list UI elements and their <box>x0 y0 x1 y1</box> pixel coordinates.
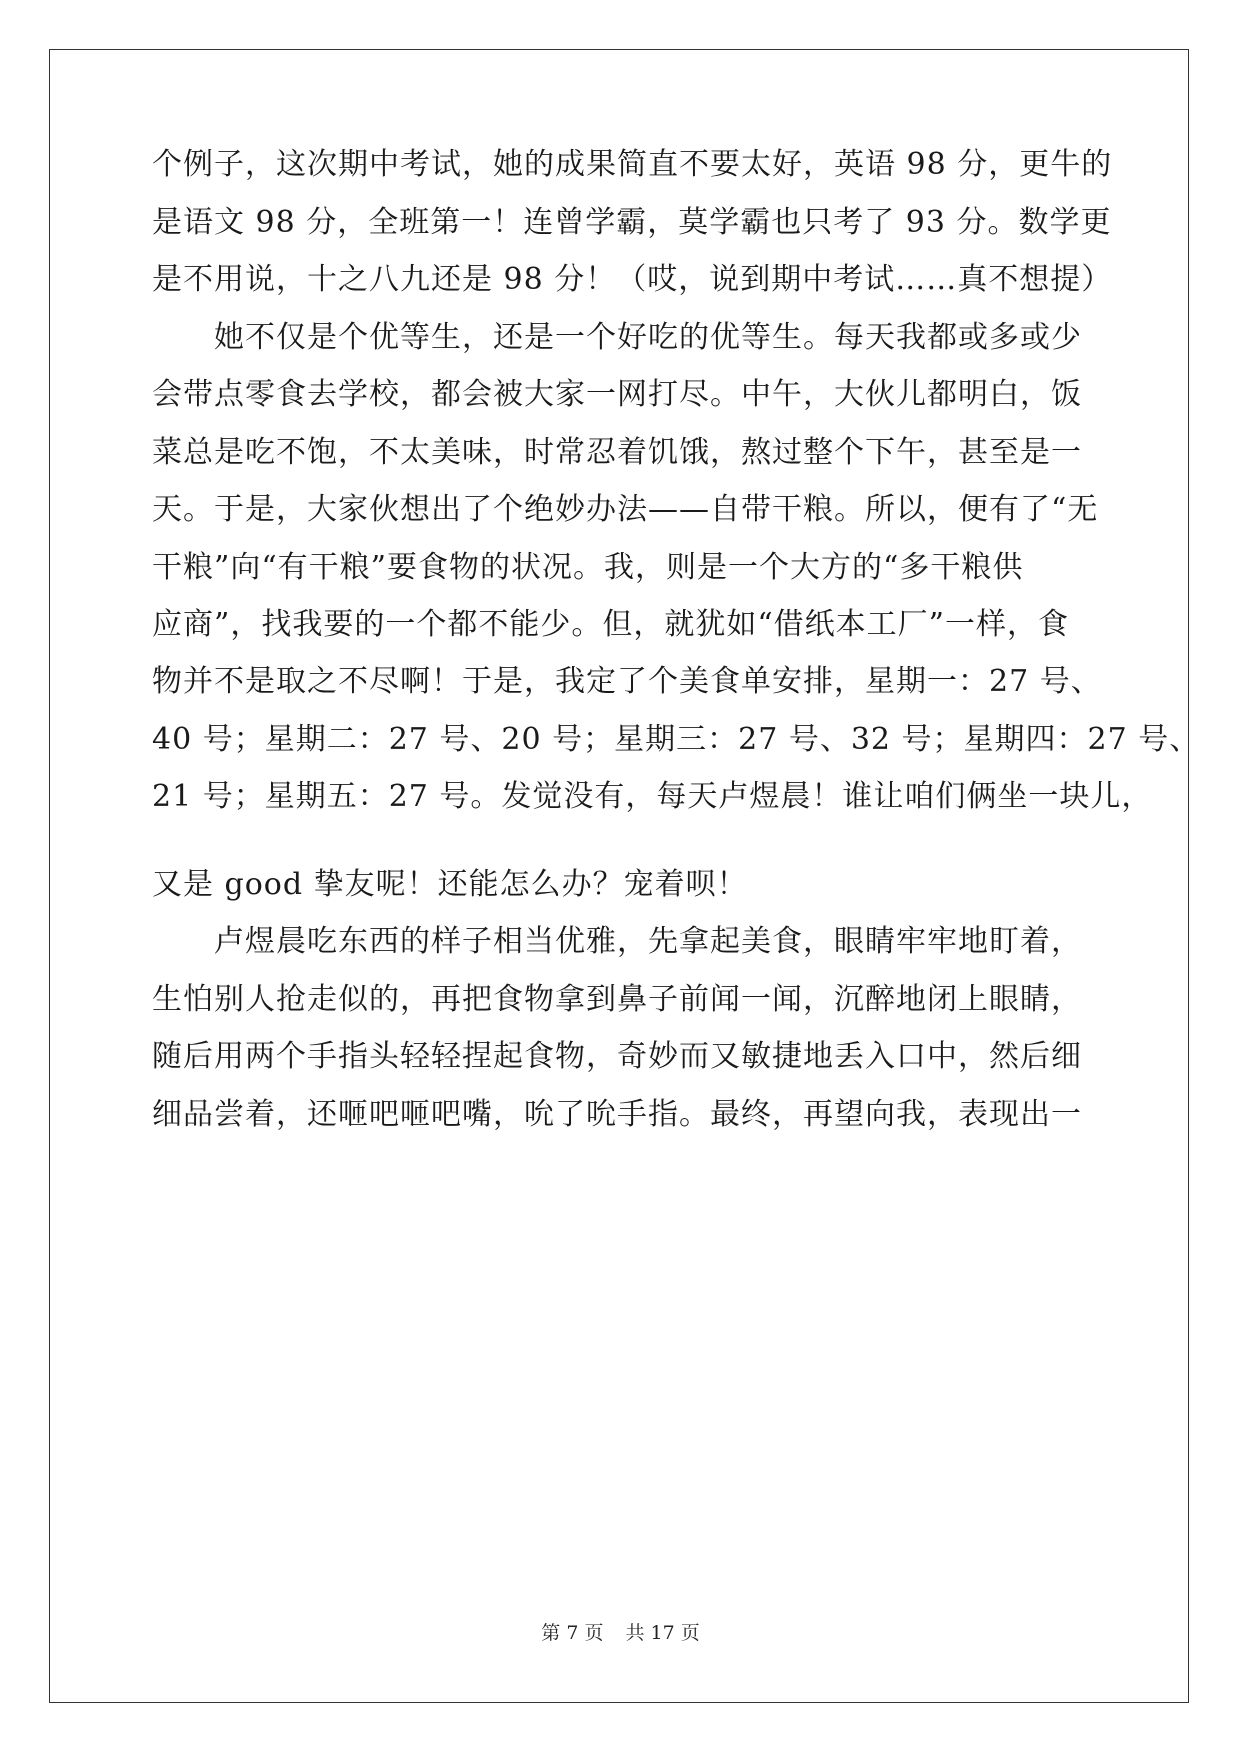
text-line: 卢煜晨吃东西的样子相当优雅，先拿起美食，眼睛牢牢地盯着， <box>152 924 1082 959</box>
paragraph-start-line: 生怕别人抢走似的，再把食物拿到鼻子前闻一闻，沉醉地闭上眼睛， <box>152 982 1082 1017</box>
text-line: 又是 good 挚友呢！还能怎么办？宠着呗！ <box>152 867 748 902</box>
text-line: 40 号；星期二：27 号、20 号；星期三：27 号、32 号；星期四：27 号、 <box>152 722 1201 757</box>
page-total: 共 17 页 <box>625 1622 700 1644</box>
text-line: 是语文 98 分，全班第一！连曾学霸，莫学霸也只考了 93 分。数学更 <box>152 205 1112 240</box>
text-line: 随后用两个手指头轻轻捏起食物，奇妙而又敏捷地丢入口中，然后细 <box>152 1039 1082 1074</box>
page-footer <box>0 1618 1241 1645</box>
paragraph-start-line: 她不仅是个优等生，还是一个好吃的优等生。每天我都或多或少 <box>152 320 1082 355</box>
text-line: 个例子，这次期中考试，她的成果简直不要太好，英语 98 分，更牛的 <box>152 147 1113 182</box>
text-line: 物并不是取之不尽啊！于是，我定了个美食单安排，星期一：27 号、 <box>152 664 1102 699</box>
text-line: 21 号；星期五：27 号。发觉没有，每天卢煜晨！谁让咱们俩坐一块儿， <box>152 779 1153 814</box>
text-line: 菜总是吃不饱，不太美味，时常忍着饥饿，熬过整个下午，甚至是一 <box>152 435 1082 470</box>
text-line: 是不用说，十之八九还是 98 分！（哎，说到期中考试……真不想提） <box>152 262 1113 297</box>
text-line: 干粮”向“有干粮”要食物的状况。我，则是一个大方的“多干粮供 <box>152 550 1024 585</box>
text-line: 细品尝着，还咂吧咂吧嘴，吮了吮手指。最终，再望向我，表现出一 <box>152 1097 1082 1132</box>
text-line: 天。于是，大家伙想出了个绝妙办法——自带干粮。所以，便有了“无 <box>152 492 1099 527</box>
text-line: 会带点零食去学校，都会被大家一网打尽。中午，大伙儿都明白，饭 <box>152 377 1082 412</box>
page-number: 第 7 页 <box>541 1622 604 1644</box>
text-line: 应商”，找我要的一个都不能少。但，就犹如“借纸本工厂”一样，食 <box>152 607 1070 642</box>
